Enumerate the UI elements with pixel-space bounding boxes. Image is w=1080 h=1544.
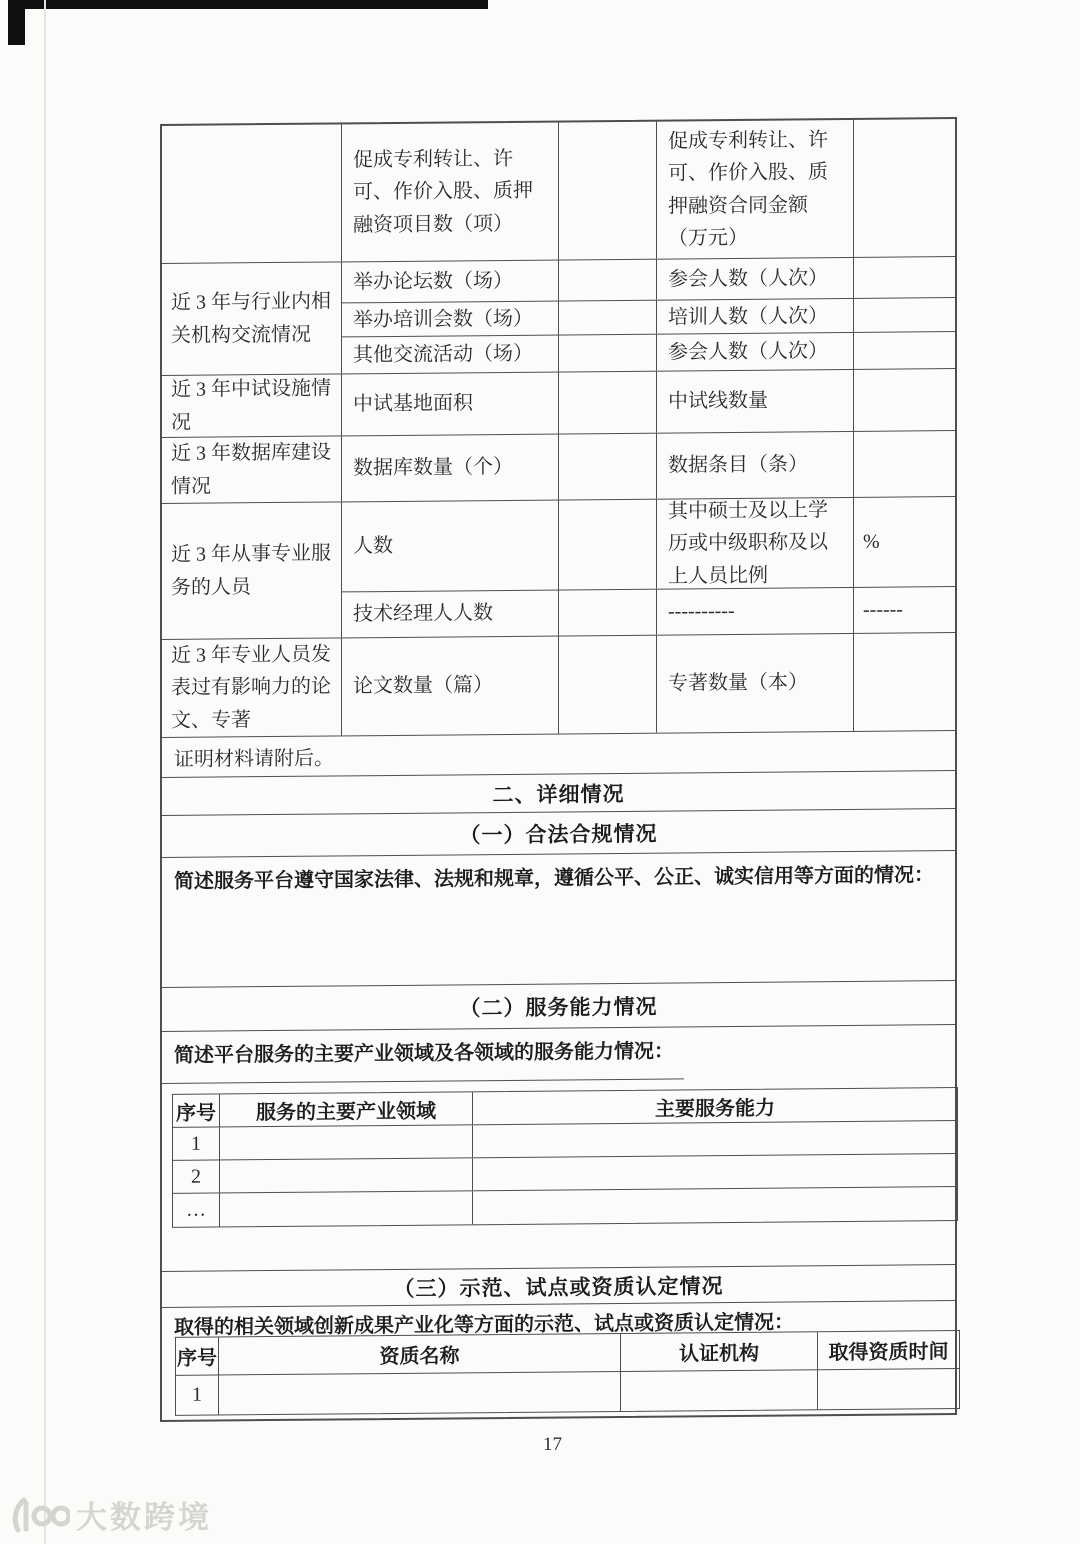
- cell-patent-projects-label: 促成专利转让、许可、作价入股、质押融资项目数（项）: [342, 123, 559, 262]
- row-note: 证明材料请附后。: [162, 731, 955, 778]
- cell-papers-header: 近 3 年专业人员发表过有影响力的论文、专著: [162, 638, 342, 737]
- row-patent: [162, 119, 955, 264]
- compliance-prompt-text: 简述服务平台遵守国家法律、法规和规章，遵循公平、公正、诚实信用等方面的情况：: [174, 864, 934, 893]
- industries-rowmore-seq: …: [173, 1193, 220, 1226]
- scan-artifact-top-bar: [8, 0, 488, 9]
- section-title-capability: （二）服务能力情况: [162, 981, 955, 1032]
- inner-table-qualifications: [175, 1330, 960, 1416]
- row-qualification-content: [162, 1301, 955, 1420]
- cell-pilot-lines-label: 中试线数量: [657, 370, 854, 433]
- cell-masters-ratio-unit: %: [863, 531, 880, 554]
- industries-col-capability: 主要服务能力: [655, 1097, 775, 1121]
- row-compliance-prompt: [162, 851, 955, 988]
- cell-patent-rowheader-empty: [162, 124, 342, 263]
- cell-other-activities-label: 其他交流活动（场）: [342, 336, 559, 374]
- cell-personnel-count-value: [559, 500, 657, 590]
- industries-row1-field: [220, 1125, 473, 1159]
- qualifications-row1-seq: 1: [176, 1375, 219, 1414]
- cell-pilot-lines-value: [854, 369, 955, 431]
- section-title-compliance: （一）合法合规情况: [162, 809, 955, 858]
- cell-forums-label: 举办论坛数（场）: [342, 261, 559, 303]
- cell-database-count-label: 数据库数量（个）: [342, 435, 559, 502]
- cell-patent-amount-label: 促成专利转让、许可、作价入股、质押融资合同金额（万元）: [657, 120, 854, 259]
- row-capability-content: [162, 1025, 955, 1272]
- qualifications-row1-date: [818, 1369, 959, 1409]
- cell-dashes-long: ----------: [657, 588, 854, 635]
- industries-row1-seq: 1: [173, 1127, 220, 1159]
- industries-col-field: 服务的主要产业领域: [220, 1092, 473, 1126]
- cell-pilot-header: 近 3 年中试设施情况: [162, 374, 342, 437]
- qualification-prompt-text: 取得的相关领域创新成果产业化等方面的示范、试点或资质认定情况：: [174, 1311, 794, 1339]
- cell-pilot-area-value: [559, 372, 657, 434]
- industries-row2-field: [220, 1158, 473, 1192]
- scan-artifact-corner: [8, 0, 25, 45]
- cell-monographs-label: 专著数量（本）: [657, 634, 854, 733]
- cell-personnel-header: 近 3 年从事专业服务的人员: [162, 502, 342, 639]
- section-title-details: 二、详细情况: [162, 771, 955, 816]
- industries-rowmore-field: [220, 1191, 473, 1226]
- row-other-activities: [342, 332, 955, 373]
- cell-database-count-value: [559, 434, 657, 500]
- row-group-personnel: [162, 497, 955, 640]
- row-papers: [162, 633, 955, 738]
- qualifications-col-name: 资质名称: [219, 1334, 621, 1375]
- row-forums: [342, 257, 955, 304]
- industries-row2-capability: [473, 1154, 957, 1190]
- row-tech-managers: [342, 587, 955, 637]
- cell-trainings-attendees-value: [854, 298, 955, 332]
- page-fold-line: [44, 0, 46, 1544]
- cell-papers-count-value: [559, 636, 657, 734]
- qualifications-col-agency: 认证机构: [621, 1332, 818, 1371]
- cell-forums-attendees-label: 参会人数（人次）: [657, 258, 854, 300]
- cell-trainings-attendees-label: 培训人数（人次）: [657, 299, 854, 334]
- cell-other-attendees-value: [854, 332, 955, 369]
- qualifications-row1-agency: [621, 1370, 818, 1411]
- cell-monographs-value: [854, 633, 955, 731]
- watermark-logo: [12, 1495, 70, 1535]
- capability-prompt-text: 简述平台服务的主要产业领域及各领域的服务能力情况：: [162, 1027, 684, 1084]
- cell-other-attendees-label: 参会人数（人次）: [657, 333, 854, 371]
- main-form-table: [160, 117, 957, 1422]
- cell-trainings-label: 举办培训会数（场）: [342, 302, 559, 337]
- industries-row2-seq: 2: [173, 1160, 220, 1192]
- cell-masters-ratio-label: 其中硕士及以上学历或中级职称及以上人员比例: [657, 498, 854, 589]
- qualifications-row1-name: [219, 1372, 621, 1415]
- row-trainings: [342, 298, 955, 337]
- cell-forums-attendees-value: [854, 257, 955, 298]
- page-number: 17: [543, 1434, 562, 1455]
- cell-tech-managers-value: [559, 590, 657, 636]
- industries-row-more: [173, 1187, 957, 1227]
- cell-pilot-area-label: 中试基地面积: [342, 373, 559, 436]
- inner-table-industries: [172, 1087, 958, 1228]
- industries-col-seq: 序号: [173, 1094, 220, 1126]
- cell-trainings-value: [559, 301, 657, 335]
- qualifications-col-seq: 序号: [176, 1337, 219, 1374]
- cell-dashes-short: ------: [863, 598, 903, 622]
- row-pilot-facilities: [162, 369, 955, 438]
- cell-patent-amount-value: [854, 119, 955, 257]
- cell-personnel-count-label: 人数: [342, 501, 559, 592]
- cell-tech-managers-label: 技术经理人人数: [342, 591, 559, 638]
- personnel-subrows: [342, 497, 955, 637]
- qualifications-row-1: [176, 1369, 959, 1415]
- cell-exchange-header: 近 3 年与行业内相关机构交流情况: [162, 262, 342, 375]
- watermark: [12, 1492, 212, 1537]
- industries-rowmore-capability: [473, 1187, 957, 1224]
- cell-other-activities-value: [559, 335, 657, 372]
- row-personnel-count: [342, 497, 955, 592]
- section-title-qualification: （三）示范、试点或资质认定情况: [162, 1265, 955, 1308]
- qualifications-col-date: 取得资质时间: [828, 1341, 949, 1365]
- cell-forums-value: [559, 260, 657, 301]
- industries-row1-capability: [473, 1121, 957, 1157]
- watermark-text: 大数跨境: [76, 1500, 212, 1535]
- cell-database-entries-value: [854, 431, 955, 497]
- row-group-exchange: [162, 257, 955, 376]
- exchange-subrows: [342, 257, 955, 373]
- cell-papers-count-label: 论文数量（篇）: [342, 637, 559, 736]
- cell-database-entries-label: 数据条目（条）: [657, 432, 854, 499]
- cell-database-header: 近 3 年数据库建设情况: [162, 436, 342, 503]
- cell-patent-projects-value: [559, 122, 657, 260]
